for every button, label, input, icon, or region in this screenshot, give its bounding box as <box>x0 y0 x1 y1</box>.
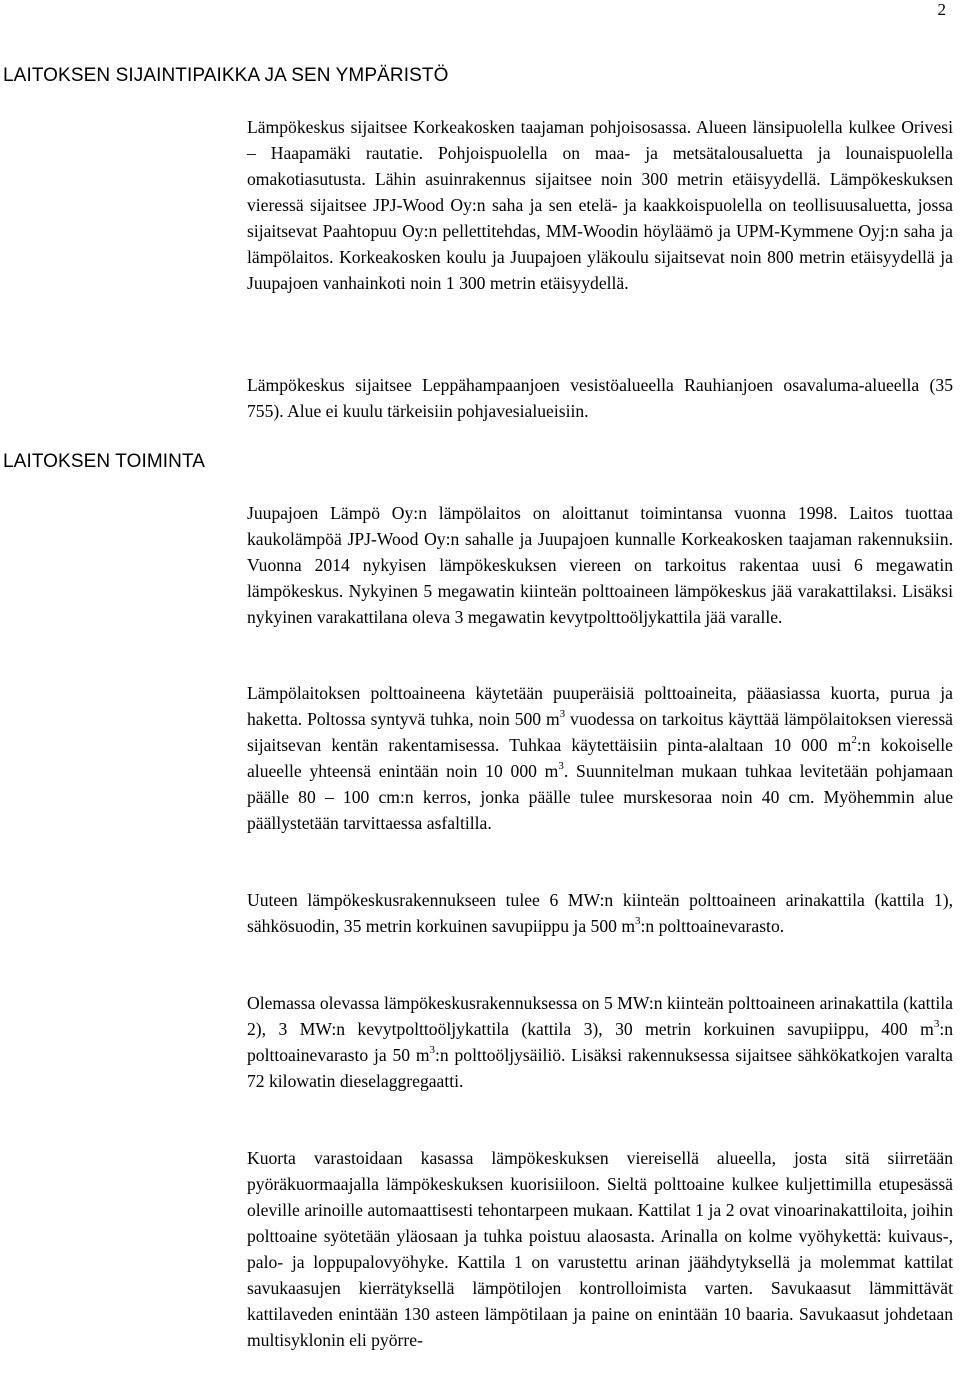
paragraph-text: Lämpölaitoksen polttoaineena käytetään puuperäisiä polttoaineita, pääasiassa kuorta, purua ja haketta. Poltossa syntyvä tuhka, noin 500 m <box>247 683 953 729</box>
paragraph-fuel-handling: Kuorta varastoidaan kasassa lämpökeskuksen viereisellä alueella, josta sitä siirretään pyöräkuormaajalla lämpökeskuksen kuorisiiloon. Sieltä polttoaine kulkee kuljettimilla etupesässä oleville arinoille automaattisesti tehontarpeen mukaan. Kattilat 1 ja 2 ovat vinoarinakattiloita, joihin polttoaine syötetään yläosaan ja tuhka poistuu alaosasta. Arinalla on kolme vyöhykettä: kuivaus-, palo- ja loppupalovyöhyke. Kattila 1 on varustettu arinan jäähdytyksellä ja molemmat kattilat savukaasujen kierrätyksellä lämpötilojen kontrolloimista varten. Savukaasut lämmittävät kattilaveden enintään 130 asteen lämpötilaan ja paine on enintään 10 baaria. Savukaasut johdetaan multisyklonin eli pyörre- <box>247 1148 953 1350</box>
paragraph-text: :n polttoainevarasto ja 50 m <box>247 1019 953 1065</box>
superscript: 3 <box>635 915 641 928</box>
paragraph-location-description: Lämpökeskus sijaitsee Korkeakosken taajaman pohjoisosassa. Alueen länsipuolella kulkee Orivesi – Haapamäki rautatie. Pohjoispuolella on maa- ja metsätalousaluetta ja lounaispuolella omakotiasutusta. Lähin asuinrakennus sijaitsee noin 300 metrin etäisyydellä. Lämpökeskuksen vieressä sijaitsee JPJ-Wood Oy:n saha ja sen etelä- ja kaakkoispuolella on teollisuusaluetta, jossa sijaitsevat Paahtopuu Oy:n pellettitehdas, MM-Woodin höyläämö ja UPM-Kymmene Oyj:n saha ja lämpölaitos. Korkeakosken koulu ja Juupajoen yläkoulu sijaitsevat noin 800 metrin etäisyydellä ja Juupajoen vanhainkoti noin 1 300 metrin etäisyydellä. <box>247 117 953 293</box>
paragraph-existing-building <box>247 990 953 1094</box>
paragraph-text: vuodessa on tarkoitus käyttää lämpölaitoksen vieressä sijaitsevan kentän rakentamisessa. Tuhkaa käytettäisiin pinta-alaltaan 10 000 m <box>247 709 953 755</box>
superscript: 3 <box>933 1018 940 1031</box>
paragraph-text: Uuteen lämpökeskusrakennukseen tulee 6 MW:n kiinteän polttoaineen arinakattila (kattila 1), sähkösuodin, 35 metrin korkuinen savupiippu ja 500 m <box>247 890 953 936</box>
page-number: 2 <box>937 0 946 19</box>
superscript: 2 <box>851 734 857 747</box>
paragraph-text: . Suunnitelman mukaan tuhkaa levitetään pohjamaan päälle 80 – 100 cm:n kerros, jonka päälle tulee murskesoraa noin 40 cm. Myöhemmin alue päällystetään tarvittaessa asfaltilla. <box>247 761 953 833</box>
section-heading-operation: LAITOKSEN TOIMINTA <box>3 451 206 472</box>
paragraph-new-building <box>247 887 953 939</box>
paragraph-text: :n polttoainevarasto. <box>640 916 785 936</box>
paragraph-text: :n kokoiselle alueelle yhteensä enintään noin 10 000 m <box>247 735 953 781</box>
superscript: 3 <box>558 760 564 773</box>
paragraph-text: :n polttoöljysäiliö. Lisäksi rakennuksessa sijaitsee sähkökatkojen varalta 72 kilowatin dieselaggregaatti. <box>247 1045 953 1091</box>
superscript: 3 <box>559 708 566 721</box>
paragraph-water-area: Lämpökeskus sijaitsee Leppähampaanjoen vesistöalueella Rauhianjoen osavaluma-alueella (35 755). Alue ei kuulu tärkeisiin pohjavesialueisiin. <box>247 375 953 421</box>
paragraph-text: Olemassa olevassa lämpökeskusrakennuksessa on 5 MW:n kiinteän polttoaineen arinakattila (kattila 2), 3 MW:n kevytpolttoöljykattila (kattila 3), 30 metrin korkuinen savupiippu, 400 m <box>247 993 953 1039</box>
section-heading-location: LAITOKSEN SIJAINTIPAIKKA JA SEN YMPÄRISTÖ <box>3 65 449 86</box>
superscript: 3 <box>429 1044 436 1057</box>
paragraph-fuel-and-ash <box>247 680 953 836</box>
paragraph-operation-history: Juupajoen Lämpö Oy:n lämpölaitos on aloittanut toimintansa vuonna 1998. Laitos tuottaa kaukolämpöä JPJ-Wood Oy:n sahalle ja Juupajoen kunnalle Korkeakosken taajaman rakennuksiin. Vuonna 2014 nykyisen lämpökeskuksen viereen on tarkoitus rakentaa uusi 6 megawatin lämpökeskus. Nykyinen 5 megawatin kiinteän polttoaineen lämpökeskus jää varakattilaksi. Lisäksi nykyinen varakattilana oleva 3 megawatin kevytpolttoöljykattila jää varalle. <box>247 503 953 627</box>
